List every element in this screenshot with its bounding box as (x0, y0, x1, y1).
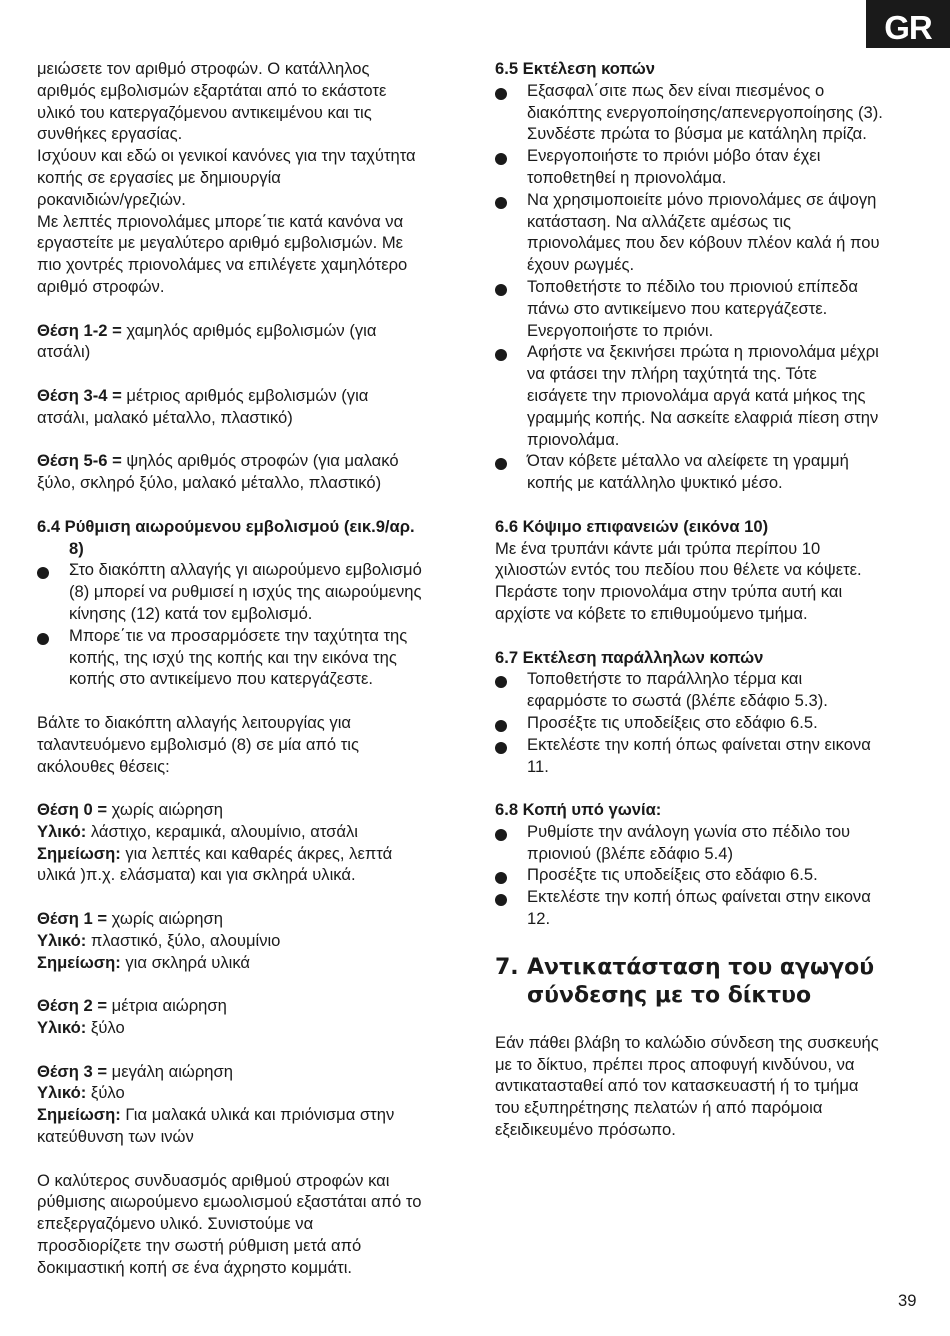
text-line: Συνδέστε πρώτα το βύσμα με κατάληλη πρίζα. (527, 124, 867, 144)
text-line: γραμμής κοπής. Να ασκείτε ελαφριά πίεση στην (527, 407, 879, 427)
section-title: 6.8 Κοπή υπό γωνία: (495, 800, 662, 820)
chapter-7-paragraph (495, 1032, 925, 1141)
material-value: ξύλο (86, 1018, 125, 1038)
position-value: χωρίς αιώρηση (107, 800, 223, 820)
text-line: ξύλο, σκληρό ξύλο, μαλακό μέταλλο, πλαστικό) (37, 473, 382, 493)
text-line: κοπής στο αντικείμενο που κατεργάζεστε. (69, 669, 373, 689)
text-line: χιλιοστών εντός του πεδίου που θέλετε να κόψετε. (495, 560, 862, 580)
bullet-list (495, 821, 925, 930)
chapter-title-line: σύνδεσης με το δίκτυο (527, 982, 812, 1008)
text-line: πριονολάμες που δεν κόβουν πλέον καλά ή που (527, 233, 880, 253)
bullet-list (495, 80, 925, 494)
bullet-icon (495, 458, 507, 470)
material-value: πλαστικό, ξύλο, αλουμίνιο (86, 930, 281, 950)
text-line: κοπής με κατάλληλο ψυκτικό μέσο. (527, 473, 783, 493)
position-value: μεγάλη αιώρηση (107, 1061, 233, 1081)
text-line: δοκιμαστική κοπή σε ένα άχρηστο κομμάτι. (37, 1257, 353, 1277)
bullet-icon (495, 894, 507, 906)
text-line: Όταν κόβετε μέταλλο να αλείφετε τη γραμμή (527, 451, 849, 471)
position-value: μέτριος αριθμός εμβολισμών (για (121, 385, 369, 405)
text-line: ρύθμισης αιωρούμενο εμωολισμού εξαστάται από το (37, 1192, 422, 1212)
list-item (37, 625, 467, 690)
material-label: Υλικό: (37, 1083, 87, 1103)
text-line: Αφήστε να ξεκινήσει πρώτα η πριονολάμα μέχρι (527, 342, 879, 362)
bullet-list (37, 559, 467, 690)
language-badge: GR (866, 0, 950, 48)
position-0 (37, 799, 467, 886)
text-line: Βάλτε το διακόπτη αλλαγής λειτουργίας για (37, 712, 351, 732)
text-line: ακόλουθες θέσεις: (37, 756, 170, 776)
position-label: Θέση 2 = (37, 996, 108, 1016)
bullet-icon (495, 153, 507, 165)
list-item (495, 712, 925, 734)
text-line: αρχίστε να κόβετε το επιθυμούμενο τμήμα. (495, 603, 808, 623)
text-line: Στο διακόπτη αλλαγής γι αιωρούμενο εμβολισμό (69, 560, 422, 580)
text-line: Με ένα τρυπάνι κάντε μάι τρύπα περίπου 10 (495, 538, 821, 558)
text-line: Ρυθμίστε την ανάλογη γωνία στο πέδιλο του (527, 821, 851, 841)
position-1 (37, 908, 467, 973)
text-line: αριθμός εμβολισμών εξαρτάται από το εκάστοτε (37, 80, 387, 100)
text-line: ταλαντευόμενο εμβολισμό (8) σε μία από τις (37, 734, 359, 754)
chapter-title-line: Αντικατάσταση του αγωγού (527, 954, 875, 980)
text-line: μειώσετε τον αριθμό στροφών. Ο κατάλληλος (37, 59, 370, 78)
text-line: εργαστείτε με μεγαλύτερο αριθμό εμβολισμών. Με (37, 233, 404, 253)
text-line: Προσέξτε τις υποδείξεις στο εδάφιο 6.5. (527, 865, 818, 885)
text-line: Ισχύουν και εδώ οι γενικοί κανόνες για την ταχύτητα (37, 146, 416, 166)
text-line: ροκανιδιών/γρεζιών. (37, 189, 186, 209)
section-title: 6.5 Εκτέλεση κοπών (495, 59, 655, 78)
right-column (495, 58, 925, 1141)
text-line: επεξεργαζόμενο υλικό. Συνιστούμε να (37, 1214, 314, 1234)
list-item (495, 145, 925, 189)
section-6-5 (495, 58, 925, 494)
text-line: Τοποθετήστε το παράλληλο τέρμα και (527, 669, 803, 689)
material-label: Υλικό: (37, 821, 87, 841)
page-number: 39 (898, 1291, 917, 1310)
section-6-8 (495, 799, 925, 930)
text-line: συνθήκες εργασίας. (37, 124, 183, 144)
bullet-icon (37, 633, 49, 645)
text-line: εισάγετε την πριονολάμα αργά κατά μήκος της (527, 385, 866, 405)
text-line: Εκτελέστε την κοπή όπως φαίνεται στην εικονα (527, 734, 871, 754)
text-line: Να χρησιμοποιείτε μόνο πριονολάμες σε άψογη (527, 189, 877, 209)
bullet-icon (495, 197, 507, 209)
list-item (495, 821, 925, 865)
text-line: Με λεπτές πριονολάμες μπορε΄τιε κατά κανόνα να (37, 211, 404, 231)
switch-paragraph (37, 712, 467, 777)
text-line: του εξυπηρέτησης πελατών ή από παρόμοια (495, 1098, 823, 1118)
text-line: Προσέξτε τις υποδείξεις στο εδάφιο 6.5. (527, 712, 818, 732)
section-title: 6.4 Ρύθμιση αιωρούμενου εμβολισμού (εικ.9/αρ. (37, 516, 415, 536)
text-line: κατάσταση. Να αλλάζετε αμέσως τις (527, 211, 792, 231)
note-label: Σημείωση: (37, 952, 121, 972)
text-line: (8) μπορεί να ρυθμισεί η ισχύς της αιωρούμενης (69, 582, 422, 602)
text-line: αντικατασταθεί από τον κατασκευαστή ή το τμήμα (495, 1076, 859, 1096)
text-line: Εκτελέστε την κοπή όπως φαίνεται στην εικονα (527, 887, 871, 907)
text-line: κοπής σε εργασίες με δημιουργία (37, 167, 281, 187)
position-2 (37, 995, 467, 1039)
text-line: 12. (527, 909, 551, 929)
section-6-4 (37, 516, 467, 690)
text-line: προσδιορίζετε την σωστή ρύθμιση μετά από (37, 1236, 362, 1256)
position-label: Θέση 0 = (37, 800, 108, 820)
bullet-list (495, 668, 925, 777)
text-line: με το δίκτυο, πρέπει προς αποφυγή κινδύνου, να (495, 1054, 855, 1074)
bullet-icon (495, 676, 507, 688)
text-line: πάνω στο αντικείμενο που κατεργάζεστε. (527, 298, 828, 318)
text-line: πριονολάμα. (527, 429, 620, 449)
position-label: Θέση 1 = (37, 909, 108, 929)
bullet-icon (495, 829, 507, 841)
chapter-number: 7. (495, 954, 519, 980)
text-line: κίνησης (12) κατά τον εμβολισμό. (69, 603, 313, 623)
position-label: Θέση 5-6 = (37, 451, 122, 471)
list-item (495, 864, 925, 886)
note-value: για σκληρά υλικά (120, 952, 251, 972)
text-line: έχουν ρωγμές. (527, 255, 635, 275)
chapter-7-heading (495, 954, 925, 1010)
text-line: αριθμό στροφών. (37, 276, 165, 296)
list-item (495, 734, 925, 778)
note-value: Για μαλακά υλικά και πριόνισμα στην (120, 1105, 395, 1125)
section-title: 6.7 Εκτέλεση παράλληλων κοπών (495, 647, 764, 667)
position-3 (37, 1061, 467, 1148)
text-line: Εάν πάθει βλάβη το καλώδιο σύνδεση της συσκευής (495, 1032, 879, 1052)
text-line: κατεύθυνση των ινών (37, 1127, 194, 1147)
position-5-6 (37, 450, 467, 494)
position-value: μέτρια αιώρηση (107, 996, 227, 1016)
text-line: πιο χοντρές πριονολάμες να επιλέγετε χαμηλότερο (37, 255, 408, 275)
list-item (495, 189, 925, 276)
list-item (495, 886, 925, 930)
list-item (495, 668, 925, 712)
note-value: για λεπτές και καθαρές άκρες, λεπτά (120, 843, 393, 863)
bullet-icon (495, 284, 507, 296)
bullet-icon (495, 720, 507, 732)
text-line: εφαρμόστε το σωστά (βλέπε εδάφιο 5.3). (527, 691, 828, 711)
bullet-icon (495, 88, 507, 100)
text-line: διακόπτης ενεργοποίησης/απενεργοποίησης (3). (527, 102, 883, 122)
text-line: εξειδικευμένο πρόσωπο. (495, 1120, 676, 1140)
text-line: Μπορε΄τιε να προσαρμόσετε την ταχύτητα της (69, 625, 408, 645)
position-1-2 (37, 320, 467, 364)
text-line: κοπής, της ισχύ της κοπής και την εικόνα της (69, 647, 397, 667)
position-3-4 (37, 385, 467, 429)
material-label: Υλικό: (37, 1018, 87, 1038)
bullet-icon (37, 567, 49, 579)
text-line: ατσάλι) (37, 342, 91, 362)
list-item (495, 276, 925, 341)
text-line: πριονιού (βλέπε εδάφιο 5.4) (527, 843, 734, 863)
section-title: 6.6 Κόψιμο επιφανειών (εικόνα 10) (495, 516, 769, 536)
text-line: υλικά )π.χ. ελάσματα) και για σκληρά υλικά. (37, 865, 356, 885)
bullet-icon (495, 872, 507, 884)
text-line: Τοποθετήστε το πέδιλο του πριονιού επίπεδα (527, 276, 858, 296)
text-line: Ενεργοποιήστε το πριόνι μόβο όταν έχει (527, 146, 821, 166)
text-line: να φτάσει την πλήρη ταχύτητά της. Τότε (527, 364, 817, 384)
text-line: τοποθετηθεί η πριονολάμα. (527, 167, 727, 187)
position-label: Θέση 1-2 = (37, 320, 122, 340)
note-label: Σημείωση: (37, 843, 121, 863)
section-title-cont: 8) (69, 538, 84, 558)
bullet-icon (495, 349, 507, 361)
text-line: ατσάλι, μαλακό μέταλλο, πλαστικό) (37, 407, 293, 427)
list-item (495, 80, 925, 145)
list-item (495, 450, 925, 494)
position-label: Θέση 3-4 = (37, 385, 122, 405)
section-6-6 (495, 516, 925, 625)
material-value: ξύλο (86, 1083, 125, 1103)
intro-paragraph (37, 58, 467, 298)
text-line: Εξασφαλ΄σιτε πως δεν είναι πιεσμένος ο (527, 80, 825, 100)
outro-paragraph (37, 1170, 467, 1279)
text-line: υλικό του κατεργαζόμενου αντικειμένου και τις (37, 102, 372, 122)
text-line: Ενεργοποιήστε το πριόνι. (527, 320, 714, 340)
note-label: Σημείωση: (37, 1105, 121, 1125)
list-item (37, 559, 467, 624)
position-value: χωρίς αιώρηση (107, 909, 223, 929)
left-column (37, 58, 467, 1279)
position-value: χαμηλός αριθμός εμβολισμών (για (121, 320, 377, 340)
position-value: ψηλός αριθμός στροφών (για μαλακό (121, 451, 399, 471)
text-line: Περάστε τοην πριονολάμα στην τρύπα αυτή και (495, 582, 843, 602)
section-6-7 (495, 647, 925, 778)
text-line: 11. (527, 756, 549, 776)
list-item (495, 341, 925, 450)
bullet-icon (495, 742, 507, 754)
position-label: Θέση 3 = (37, 1061, 108, 1081)
text-line: Ο καλύτερος συνδυασμός αριθμού στροφών και (37, 1170, 390, 1190)
material-label: Υλικό: (37, 930, 87, 950)
material-value: λάστιχο, κεραμικά, αλουμίνιο, ατσάλι (86, 821, 358, 841)
